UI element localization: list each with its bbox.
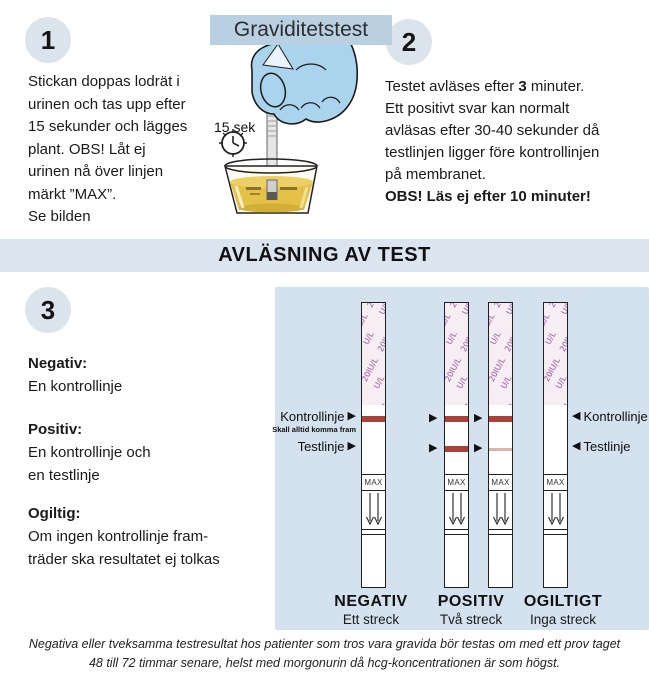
watermark-strip xyxy=(489,303,512,405)
down-arrows-icon xyxy=(446,492,468,529)
step2-text: Testet avläses efter 3 minuter. Ett positivt svar kan normalt avläsas efter 30-40 sekunder då testlinjen ligger före kontrollinjen på membranet. OBS! Läs ej efter 10 minuter! xyxy=(385,76,599,208)
glove-hand-graphic xyxy=(252,42,358,124)
timer-label: 15 sek xyxy=(214,119,256,135)
watermark-strip xyxy=(544,303,567,405)
test-stick-positiv-faint xyxy=(488,302,513,588)
down-arrows-icon xyxy=(490,492,512,529)
control-line xyxy=(362,416,385,422)
arrow-right-icon: ▶ xyxy=(347,440,356,452)
test-line xyxy=(489,448,512,451)
down-arrows-icon xyxy=(363,492,385,529)
control-line xyxy=(489,416,512,422)
stick-divider xyxy=(362,534,385,535)
stick-divider xyxy=(544,534,567,535)
down-arrows-icon xyxy=(545,492,567,529)
stick-divider xyxy=(445,534,468,535)
result-invalid-description: Ogiltig: Om ingen kontrollinje fram- träder ska resultatet ej tolkas xyxy=(28,505,220,568)
test-reading-panel xyxy=(272,287,649,630)
step3-number-badge: 3 xyxy=(25,287,71,333)
caption-negativ: NEGATIV Ett streck xyxy=(334,593,408,627)
arrow-right-icon: ▶ xyxy=(429,412,438,424)
stick-divider xyxy=(544,529,567,530)
max-label: MAX xyxy=(362,474,385,491)
footnote: Negativa eller tveksamma testresultat hos patienter som tros vara gravida bör testas om med ett prov taget 48 till 72 timmar senare, helst med morgonurin då hcg-koncentrationen är som högst. xyxy=(28,637,621,670)
arrow-left-icon: ◀ xyxy=(572,440,581,452)
max-label: MAX xyxy=(544,474,567,491)
page-title: Graviditetstest xyxy=(210,15,392,45)
arrow-left-icon: ◀ xyxy=(572,410,581,422)
stick-divider xyxy=(489,529,512,530)
test-line-label-right: ◀ Testlinje xyxy=(572,439,631,454)
test-stick-negativ xyxy=(361,302,386,588)
watermark-strip xyxy=(445,303,468,405)
watermark-strip xyxy=(362,303,385,405)
max-label: MAX xyxy=(489,474,512,491)
test-stick-ogiltig xyxy=(543,302,568,588)
caption-positiv: POSITIV Två streck xyxy=(437,593,505,627)
step2-warning: OBS! Läs ej efter 10 minuter! xyxy=(385,188,591,205)
stick-divider xyxy=(489,534,512,535)
section-header: AVLÄSNING AV TEST xyxy=(0,239,649,272)
control-line-label-right: ◀ Kontrollinje xyxy=(572,409,648,424)
test-stick-positiv-strong xyxy=(444,302,469,588)
dipping-illustration xyxy=(200,42,370,237)
test-line-label-left: Testlinje ▶ xyxy=(297,439,356,454)
arrow-right-icon: ▶ xyxy=(429,442,438,454)
control-line-label-left: Kontrollinje ▶ xyxy=(280,409,356,424)
result-negative-description: Negativ: En kontrollinje xyxy=(28,355,123,395)
arrow-right-icon: ▶ xyxy=(347,410,356,422)
control-line xyxy=(445,416,468,422)
max-label: MAX xyxy=(445,474,468,491)
test-line xyxy=(445,446,468,452)
control-line-note: Skall alltid komma fram xyxy=(272,425,356,434)
caption-ogiltigt: OGILTIGT Inga streck xyxy=(523,593,603,627)
urine-cup-graphic xyxy=(225,159,317,213)
result-positive-description: Positiv: En kontrollinje och en testlinje xyxy=(28,421,151,484)
arrow-right-icon: ▶ xyxy=(474,412,483,424)
step1-number-badge: 1 xyxy=(25,17,71,63)
step1-text: Stickan doppas lodrät i urinen och tas upp efter 15 sekunder och lägges plant. OBS! Låt ej urinen nå över linjen märkt ”MAX”. Se bilden xyxy=(28,73,188,225)
arrow-right-icon: ▶ xyxy=(474,442,483,454)
stick-divider xyxy=(362,529,385,530)
stick-divider xyxy=(445,529,468,530)
step2-number-badge: 2 xyxy=(386,19,432,65)
